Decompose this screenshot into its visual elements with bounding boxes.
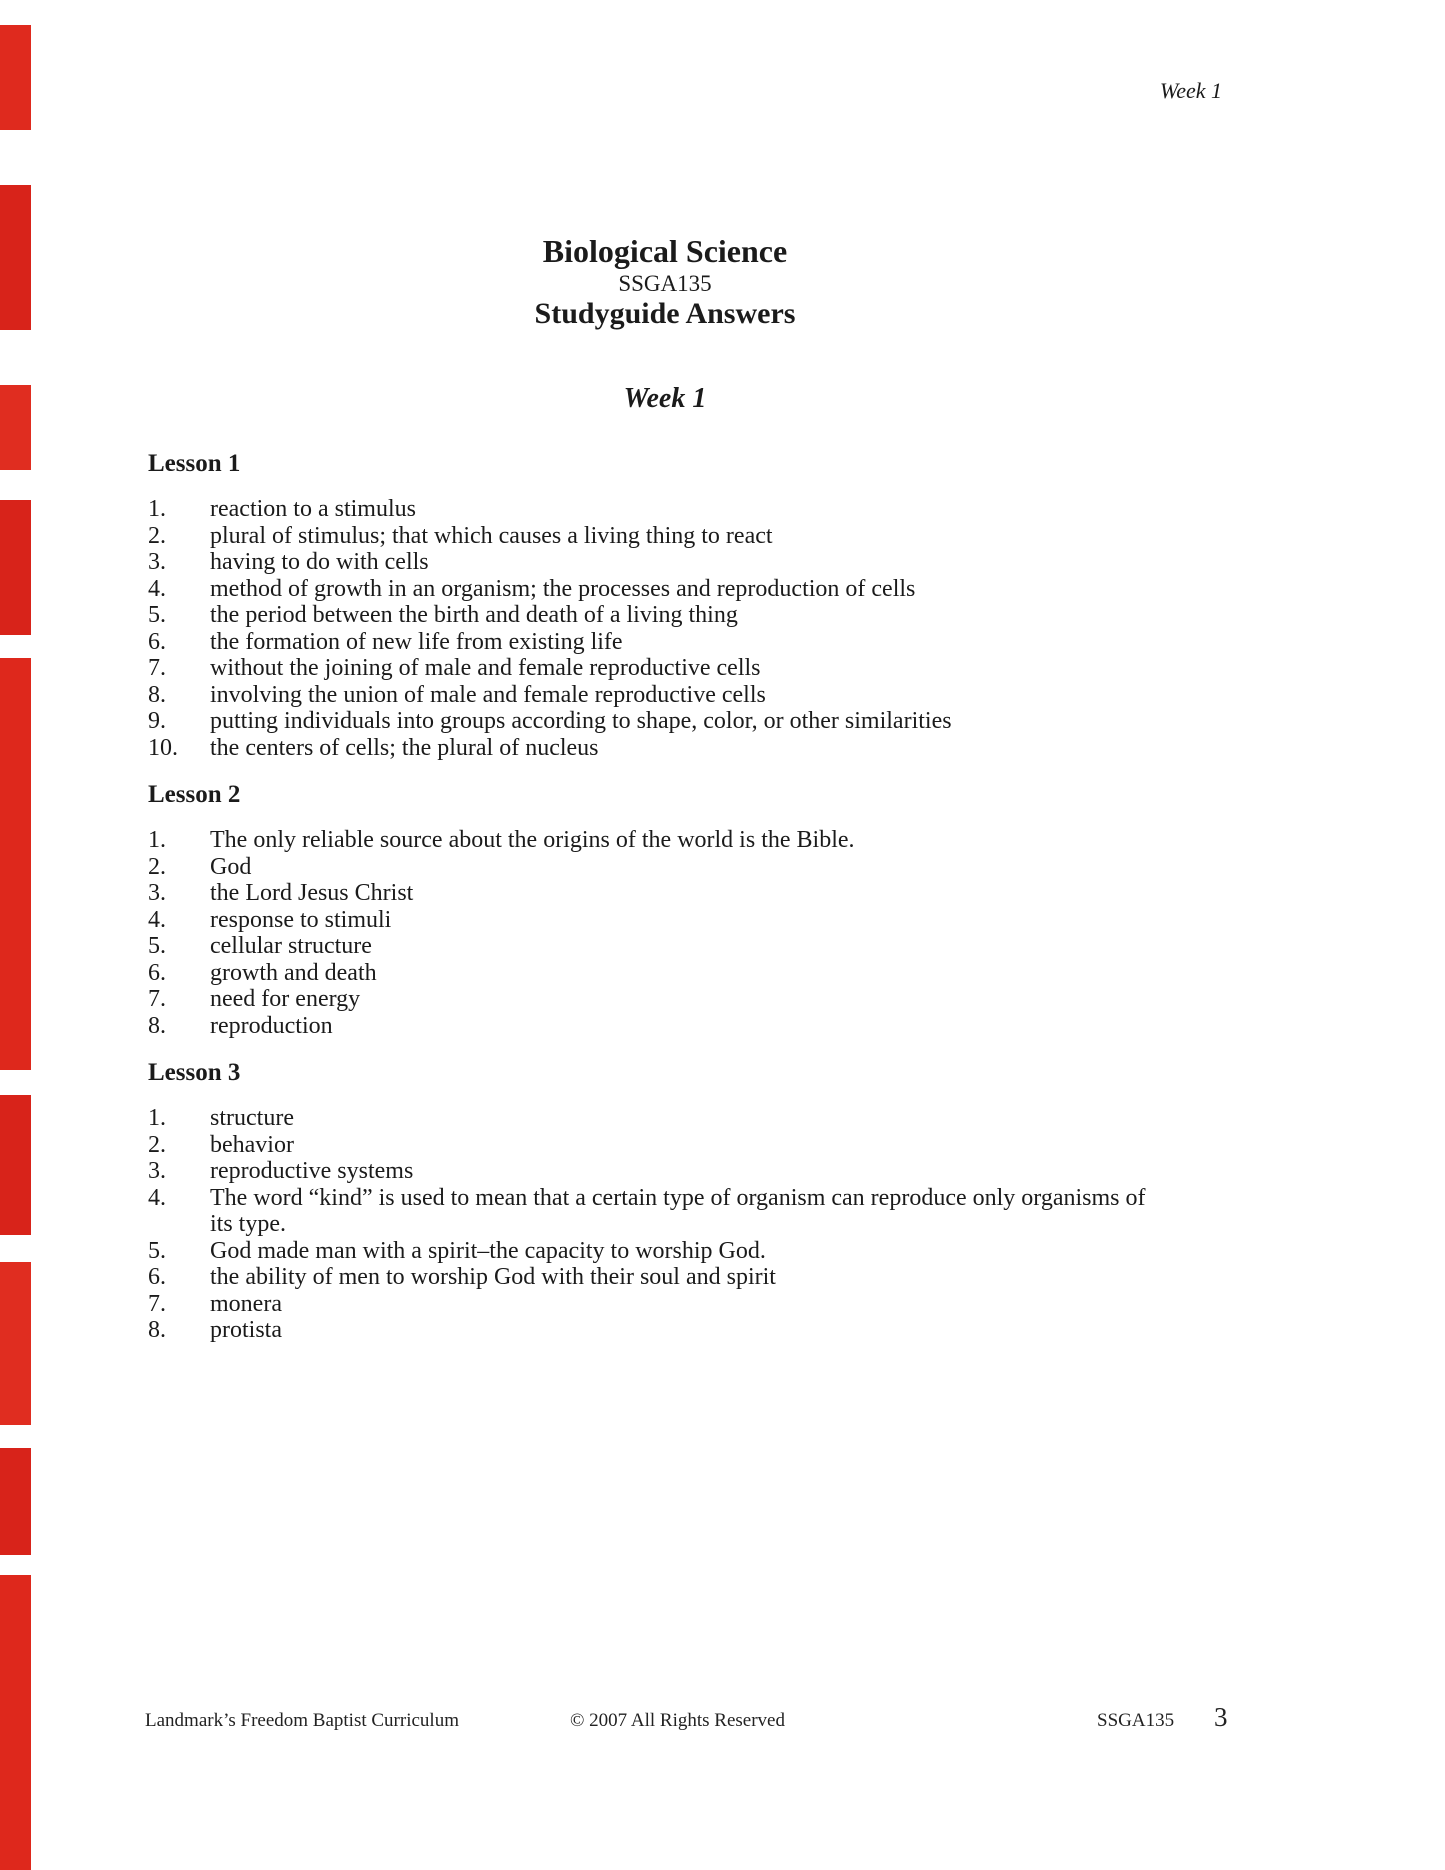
lesson-heading: Lesson 1: [148, 450, 241, 477]
item-number: 4.: [148, 906, 166, 933]
item-number: 3.: [148, 549, 166, 575]
item-text: reproduction: [210, 1012, 333, 1039]
list-item: [148, 1238, 1345, 1265]
list-item: [148, 986, 1345, 1013]
item-text: reproductive systems: [210, 1158, 414, 1184]
answer-list: [148, 827, 1345, 1039]
item-number: 1.: [148, 827, 166, 853]
week-heading-wrap: [115, 383, 1215, 415]
item-number: 3.: [148, 880, 166, 906]
item-text: the formation of new life from existing life: [210, 628, 623, 655]
list-item: [148, 880, 1345, 907]
item-number: 5.: [148, 1237, 166, 1264]
list-item: [148, 827, 1345, 854]
item-number: 8.: [148, 1012, 166, 1039]
item-number: 4.: [148, 1184, 166, 1211]
footer-page-number: 3: [1214, 1702, 1228, 1732]
lesson-section: [148, 1059, 1345, 1344]
list-item: [148, 523, 1345, 550]
item-text: cellular structure: [210, 933, 372, 959]
item-text: monera: [210, 1290, 282, 1317]
item-number: 9.: [148, 708, 166, 734]
scan-edge-artifact: [0, 0, 31, 1870]
list-item: [148, 1105, 1345, 1132]
item-text: growth and death: [210, 959, 377, 986]
lesson-section: [148, 450, 1345, 761]
item-text: putting individuals into groups according to shape, color, or other similarities: [210, 708, 952, 734]
item-text: God made man with a spirit–the capacity to worship God.: [210, 1237, 766, 1264]
list-item: [148, 576, 1345, 603]
item-number: 8.: [148, 681, 166, 708]
item-text: the Lord Jesus Christ: [210, 880, 414, 906]
footer-copyright: © 2007 All Rights Reserved: [570, 1710, 785, 1731]
footer-course-code: SSGA135: [1097, 1710, 1175, 1731]
list-item: [148, 602, 1345, 629]
list-item: [148, 1264, 1345, 1291]
item-text: The word “kind” is used to mean that a certain type of organism can reproduce only organisms of its type.: [210, 1184, 1146, 1237]
item-number: 1.: [148, 496, 166, 522]
document-subtitle: Studyguide Answers: [534, 297, 796, 330]
item-text: the centers of cells; the plural of nucleus: [210, 734, 599, 761]
item-number: 4.: [148, 575, 166, 602]
item-text: having to do with cells: [210, 549, 429, 575]
item-text: response to stimuli: [210, 906, 392, 933]
item-text: structure: [210, 1105, 294, 1131]
list-item: [148, 629, 1345, 656]
item-number: 2.: [148, 1131, 166, 1158]
item-text: The only reliable source about the origins of the world is the Bible.: [210, 827, 855, 853]
list-item: [148, 1317, 1345, 1344]
item-number: 3.: [148, 1158, 166, 1184]
item-number: 5.: [148, 602, 166, 628]
course-code: SSGA135: [618, 271, 712, 296]
answer-list: [148, 496, 1345, 761]
footer-publisher: Landmark’s Freedom Baptist Curriculum: [145, 1710, 459, 1731]
list-item: [148, 708, 1345, 735]
list-item: [148, 1132, 1345, 1159]
list-item: [148, 735, 1345, 762]
document-title: Biological Science: [542, 233, 788, 269]
title-block: [115, 233, 1215, 331]
item-text: the period between the birth and death of a living thing: [210, 602, 738, 628]
list-item: [148, 655, 1345, 682]
list-item: [148, 1185, 1345, 1238]
item-text: plural of stimulus; that which causes a living thing to react: [210, 522, 773, 549]
item-text: God: [210, 853, 252, 880]
item-text: method of growth in an organism; the processes and reproduction of cells: [210, 575, 916, 602]
item-number: 7.: [148, 655, 166, 681]
week-heading: Week 1: [623, 383, 707, 414]
item-text: without the joining of male and female reproductive cells: [210, 655, 761, 681]
list-item: [148, 907, 1345, 934]
item-number: 5.: [148, 933, 166, 959]
item-text: involving the union of male and female reproductive cells: [210, 681, 766, 708]
list-item: [148, 1291, 1345, 1318]
item-number: 10.: [148, 734, 178, 761]
item-text: protista: [210, 1317, 282, 1343]
lesson-heading: Lesson 2: [148, 781, 241, 808]
lesson-heading: Lesson 3: [148, 1059, 241, 1086]
item-number: 7.: [148, 1290, 166, 1317]
list-item: [148, 854, 1345, 881]
list-item: [148, 682, 1345, 709]
list-item: [148, 1158, 1345, 1185]
item-number: 6.: [148, 959, 166, 986]
item-text: the ability of men to worship God with their soul and spirit: [210, 1264, 776, 1290]
item-number: 6.: [148, 1264, 166, 1290]
answer-list: [148, 1105, 1345, 1344]
list-item: [148, 496, 1345, 523]
list-item: [148, 960, 1345, 987]
item-number: 2.: [148, 522, 166, 549]
item-number: 1.: [148, 1105, 166, 1131]
page-header-week: Week 1: [1159, 78, 1222, 103]
item-text: behavior: [210, 1131, 294, 1158]
list-item: [148, 549, 1345, 576]
lessons: [148, 450, 1345, 1344]
item-number: 2.: [148, 853, 166, 880]
item-number: 8.: [148, 1317, 166, 1343]
item-text: need for energy: [210, 986, 361, 1012]
item-text: reaction to a stimulus: [210, 496, 416, 522]
list-item: [148, 933, 1345, 960]
list-item: [148, 1013, 1345, 1040]
item-number: 7.: [148, 986, 166, 1012]
item-number: 6.: [148, 628, 166, 655]
lesson-section: [148, 781, 1345, 1039]
